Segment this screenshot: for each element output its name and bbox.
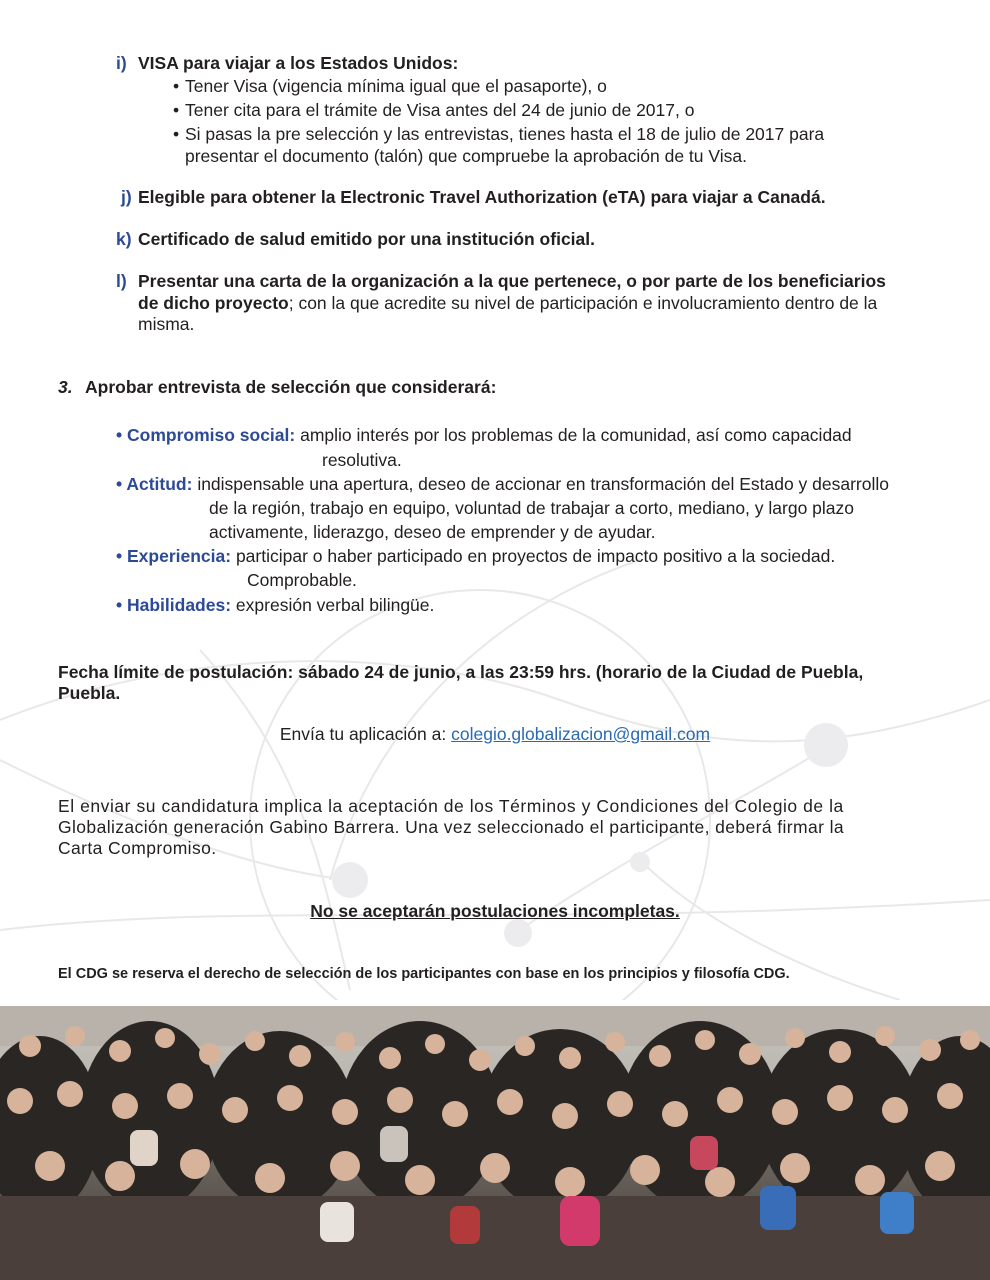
deadline-line2: Puebla. xyxy=(58,683,121,703)
criteria-compromiso-social-cont: resolutiva. xyxy=(322,450,402,470)
item-j: j) Elegible para obtener la Electronic Travel Authorization (eTA) para viajar a Canadá. xyxy=(121,187,826,207)
group-photo-illustration xyxy=(0,1006,990,1280)
email-link[interactable]: colegio.globalizacion@gmail.com xyxy=(451,724,711,744)
item-i-heading: i) VISA para viajar a los Estados Unidos: xyxy=(116,53,459,73)
footer-note: El CDG se reserva el derecho de selección de los participantes con base en los principios y filosofía CDG. xyxy=(58,966,790,982)
terms-line2: Globalización generación Gabino Barrera. Una vez seleccionado el participante, deberá firmar la xyxy=(58,817,845,837)
item-l: l) Presentar una carta de la organización a la que pertenece, o por parte de los beneficiarios xyxy=(116,271,886,291)
criteria-experiencia-cont: Comprobable. xyxy=(247,570,357,590)
criteria-actitud-cont: activamente, liderazgo, deseo de emprender y de ayudar. xyxy=(209,522,656,542)
document-page: i) VISA para viajar a los Estados Unidos: • Tener Visa (vigencia mínima igual que el pasaporte), o • Tener cita para el trámite de Visa antes del 24 de junio de 2017, o • Si pasas la pre selección y las entrevistas, tienes hasta el 18 de julio de 2017 para presentar el documento (talón) que compruebe la aprobación de tu Visa. j) Elegible para obtener la Electronic Travel Authorization (eTA) para viajar a Canadá. k) Certificado de salud emitido por una institución oficial. l) Presentar una carta de la organización a la que pertenece, o por parte de los beneficiarios de dicho proyecto; con la que acredite su nivel de participación e involucramiento dentro de la misma. 3. Aprobar entrevista de selección que considerará: • Compromiso social: amplio interés por los problemas de la comunidad, así como capacidad resolutiva. • Actitud: indispensable una apertura, deseo de accionar en transformación del Estado y desarrollo de la región, trabajo en equipo, voluntad de trabajar a corto, mediano, y largo plazo activamente, liderazgo, deseo de emprender y de ayudar. • Experiencia: participar o haber participado en proyectos de impacto positivo a la sociedad. Comprobable. • Habilidades: expresión verbal bilingüe. Fecha límite de postulación: sábado 24 de junio, a las 23:59 hrs. (horario de la Ciudad de Puebla, Puebla. Envía tu aplicación a: colegio.globalizacion@gmail.com El enviar su candidatura implica la aceptación de los Términos y Condiciones del Colegio de la Globalización generación Gabino Barrera. Una vez seleccionado el participante, deberá firmar la Carta Compromiso. No se aceptarán postulaciones incompletas. El CDG se reserva el derecho de selección de los participantes con base en los principios y filosofía CDG. xyxy=(0,0,990,1280)
item-l-line2: de dicho proyecto; con la que acredite su nivel de participación e involucramiento dentro de la xyxy=(138,293,878,313)
criteria-actitud-cont: de la región, trabajo en equipo, voluntad de trabajar a corto, mediano, y largo plazo xyxy=(209,498,855,518)
criteria-experiencia: • Experiencia: participar o haber participado en proyectos de impacto positivo a la sociedad. xyxy=(116,546,836,566)
criteria-actitud: • Actitud: indispensable una apertura, deseo de accionar en transformación del Estado y desarrollo xyxy=(116,474,889,494)
terms-line3: Carta Compromiso. xyxy=(58,838,217,858)
group-photo xyxy=(0,1006,990,1280)
item-i-bullet-continuation: presentar el documento (talón) que compruebe la aprobación de tu Visa. xyxy=(185,146,747,166)
deadline-line1: Fecha límite de postulación: sábado 24 de junio, a las 23:59 hrs. (horario de la Ciudad de Puebla, xyxy=(58,662,864,682)
terms-line1: El enviar su candidatura implica la aceptación de los Términos y Condiciones del Colegio de la xyxy=(58,796,844,816)
incomplete-notice: No se aceptarán postulaciones incompletas. xyxy=(310,901,680,921)
section-3-heading: 3. Aprobar entrevista de selección que considerará: xyxy=(58,377,497,397)
criteria-compromiso-social: • Compromiso social: amplio interés por los problemas de la comunidad, así como capacidad xyxy=(116,425,852,445)
send-application: Envía tu aplicación a: colegio.globalizacion@gmail.com xyxy=(279,724,711,744)
item-l-line3: misma. xyxy=(138,314,195,334)
criteria-habilidades: • Habilidades: expresión verbal bilingüe. xyxy=(116,595,435,615)
item-k: k) Certificado de salud emitido por una institución oficial. xyxy=(116,229,595,249)
